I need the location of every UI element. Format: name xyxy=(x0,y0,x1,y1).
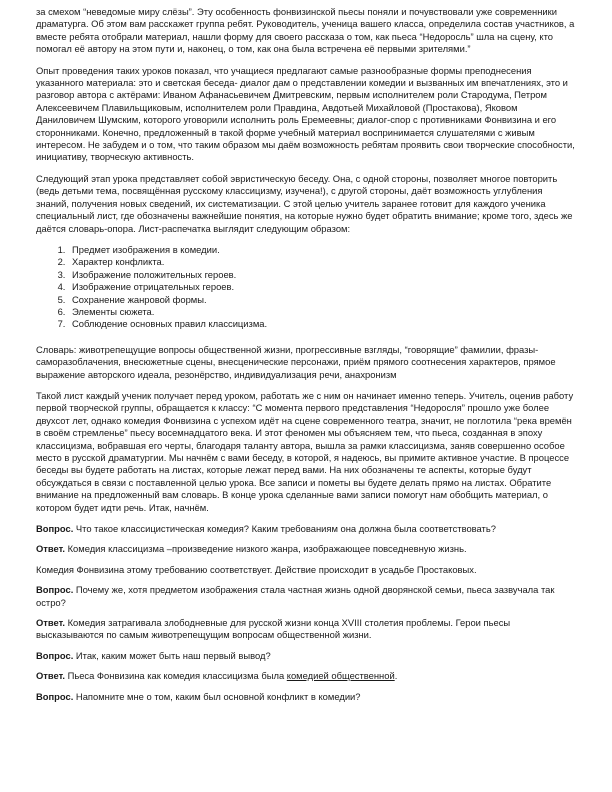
answer-text: Комедия классицизма –произведение низкого жанра, изображающее повседневную жизнь. xyxy=(64,543,467,555)
question-2 xyxy=(36,584,576,609)
question-label: Вопрос. xyxy=(36,649,74,661)
answer-label: Ответ. xyxy=(36,670,65,682)
list-item: 1. Предмет изображения в комедии. xyxy=(68,244,576,256)
question-text: Что такое классицистическая комедия? Каким требованиям она должна была соответствовать? xyxy=(73,523,496,535)
answer-label: Ответ. xyxy=(36,543,65,555)
answer-text-end: . xyxy=(394,670,398,682)
underlined-term: комедией общественной xyxy=(286,670,395,682)
paragraph-teacher-address: Такой лист каждый ученик получает перед уроком, работать же с ним он начинает именно теперь. Учитель, оценив работу первой творческой группы, обращается к классу: “С момента первого представления “Недоросля” прошло уже более двухсот лет, однако комедия Фонвизина с успехом идёт на сцене современного театра, значит, не поглотила “река времён в своём стремленье” пьесу восемнадцатого века. И этот феномен мы объясняем тем, что пьеса, созданная в эпоху классицизма, вобравшая его черты, благодаря таланту автора, вышла за рамки классицизма, заняв совершенно особое место в русской драматургии. Мы начнём с вами беседу, в которой, я надеюсь, вы примите активное участие. В процессе беседы вы будете работать на листах, которые лежат перед вами. На них обозначены те аспекты, которые будут обсуждаться в связи с поставленной целью урока. Все записи и пометы вы будете делать прямо на листах. Обратите внимание на предложенный вам словарь. В конце урока сделанные вами записи помогут нам обобщить материал, о котором будет идти речь. Итак, начнём. xyxy=(36,389,574,513)
question-label: Вопрос. xyxy=(36,584,74,596)
question-1 xyxy=(36,523,576,535)
answer-1-continuation: Комедия Фонвизина этому требованию соответствует. Действие происходит в усадьбе Простаковых. xyxy=(36,563,477,575)
question-label: Вопрос. xyxy=(36,523,74,535)
list-item: 5. Сохранение жанровой формы. xyxy=(68,294,576,306)
list-item: 7. Соблюдение основных правил классицизма. xyxy=(68,318,576,330)
answer-text: Пьеса Фонвизина как комедия классицизма была xyxy=(64,670,287,682)
answer-1 xyxy=(36,543,576,555)
answer-text: Комедия затрагивала злободневные для русской жизни конца XVIII столетия проблемы. Герои пьесы высказываются по самым животрепещущим вопросам общественной жизни. xyxy=(36,617,511,641)
question-text: Итак, каким может быть наш первый вывод? xyxy=(73,649,271,661)
question-text: Почему же, хотя предметом изображения стала частная жизнь одной дворянской семьи, пьеса зазвучала так остро? xyxy=(36,584,555,608)
question-label: Вопрос. xyxy=(36,690,74,702)
paragraph-heuristic-conversation: Следующий этап урока представляет собой эвристическую беседу. Она, с одной стороны, позволяет многое повторить (ведь детьми тема, посвящённая русскому классицизму, изучена!), с другой стороны, даёт возможность углубления знаний, получения новых сведений, их систематизации. С этой целью учитель заранее готовит для каждого ученика специальный лист, где обозначены важнейшие понятия, на которые нужно будет обратить внимание; кроме того, здесь же даётся словарь-опора. Лист-распечатка выглядит следующим образом: xyxy=(36,172,573,234)
list-item: 3. Изображение положительных героев. xyxy=(68,269,576,281)
paragraph-lesson-experience: Опыт проведения таких уроков показал, что учащиеся предлагают самые разнообразные формы преподнесения указанного материала: это и светская беседа- диалог дам о представлении комедии и вызванных им впечатлениях, это и разговор автора с актёрами: Иваном Афанасьевичем Дмитревским, первым исполнителем роли Стародума, Петром Алексеевичем Плавильщиковым, исполнителем роли Правдина, Авдотьей Михайловой (Простакова), Яковом Даниловичем Шумским, которого уговорили исполнить роль Еремеевны; диалог-спор с противниками Фонвизина и его сторонниками. Конечно, предложенный в такой форме учебный материал воспринимается слушателями с живым интересом. Не забудем и о том, что таким образом мы даём возможность ребятам проявить свои творческие способности, инициативу, творческую активность. xyxy=(36,64,575,163)
paragraph-vocabulary: Словарь: животрепещущие вопросы общественной жизни, прогрессивные взгляды, “говорящие” фамилии, фразы- саморазоблачения, внесюжетные сцены, внесценические персонажи, приём прямого соотнесения характеров, прямое выражение авторского идеала, резонёрство, индивидуализация речи, анахронизм xyxy=(36,343,556,380)
question-4 xyxy=(36,691,576,703)
handout-list xyxy=(36,244,576,331)
list-item: 6. Элементы сюжета. xyxy=(68,306,576,318)
question-text: Напомните мне о том, каким был основной конфликт в комедии? xyxy=(73,690,361,702)
question-3 xyxy=(36,650,576,662)
list-item: 4. Изображение отрицательных героев. xyxy=(68,281,576,293)
answer-3 xyxy=(36,670,576,682)
answer-label: Ответ. xyxy=(36,617,65,629)
list-item: 2. Характер конфликта. xyxy=(68,256,576,268)
answer-2 xyxy=(36,617,576,642)
paragraph-intro-continuation: за смехом “неведомые миру слёзы”. Эту особенность фонвизинской пьесы поняли и почувствовали уже современники драматурга. Об этом вам расскажет группа ребят. Руководитель, ученица вашего класса, определила состав участников, а вместе ребята отобрали материал, нашли форму для своего рассказа о том, как пьеса “Недоросль” шла на сцену, кто помогал её автору на этом пути и, наконец, о том, как она была встречена её первыми зрителями.” xyxy=(36,6,575,55)
